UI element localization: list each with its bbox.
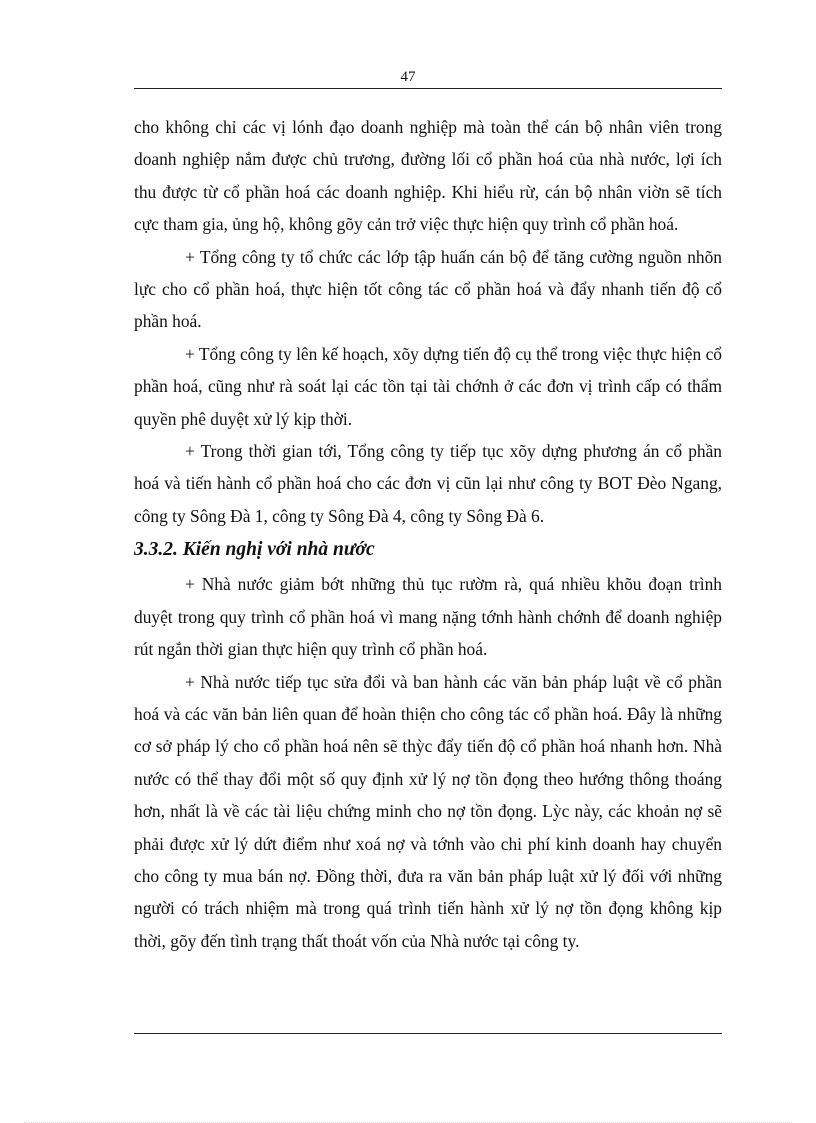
section-heading: 3.3.2. Kiến nghị với nhà nước [134,539,375,561]
page-body [134,111,722,957]
paragraph-training: + Tổng công ty tổ chức các lớp tập huấn cán bộ để tăng cường nguồn nhõn lực cho cổ phần hoá, thực hiện tốt công tác cổ phần hoá và đẩy nhanh tiến độ cổ phần hoá. [134,246,722,332]
footer-rule [134,1033,722,1034]
paragraph-planning: + Tổng công ty lên kế hoạch, xõy dựng tiến độ cụ thể trong việc thực hiện cổ phần hoá, cũng như rà soát lại các tồn tại tài chớnh ở các đơn vị trình cấp có thẩm quyền phê duyệt xử lý kịp thời. [134,343,722,429]
paragraph-reduce-procedures: + Nhà nước giảm bớt những thủ tục rườm rà, quá nhiều khõu đoạn trình duyệt trong quy trình cổ phần hoá vì mang nặng tớnh hành chớnh để doanh nghiệp rút ngắn thời gian thực hiện quy trình cổ phần hoá. [134,574,722,660]
paragraph-future-plan: + Trong thời gian tới, Tổng công ty tiếp tục xõy dựng phương án cổ phần hoá và tiến hành cổ phần hoá cho các đơn vị cũn lại như công ty BOT Đèo Ngang, công ty Sông Đà 1, công ty Sông Đà 4, công ty Sông Đà 6. [134,441,722,526]
paragraph-continuation: cho không chỉ các vị lónh đạo doanh nghiệp mà toàn thể cán bộ nhân viên trong doanh nghiệp nắm được chủ trương, đường lối cổ phần hoá của nhà nước, lợi ích thu được từ cổ phần hoá các doanh nghiệp. Khi hiểu rừ, cán bộ nhân viờn sẽ tích cực tham gia, ủng hộ, không gõy cản trở việc thực hiện quy trình cổ phần hoá. [134,117,722,235]
header-rule [134,88,722,89]
page-number: 47 [400,69,416,85]
paragraph-legal-documents: + Nhà nước tiếp tục sửa đổi và ban hành các văn bản pháp luật về cổ phần hoá và các văn bản liên quan để hoàn thiện cho công tác cổ phần hoá. Đây là những cơ sở pháp lý cho cổ phần hoá nên sẽ thỳc đẩy tiến độ cổ phần hoá nhanh hơn. Nhà nước có thể thay đổi một số quy định xử lý nợ tồn đọng theo hướng thông thoáng hơn, nhất là về các tài liệu chứng minh cho nợ tồn đọng. Lỳc này, các khoản nợ sẽ phải được xử lý dứt điểm như xoá nợ và tớnh vào chi phí kinh doanh hay chuyển cho công ty mua bán nợ. Đồng thời, đưa ra văn bản pháp luật xử lý đối với những người có trách nhiệm mà trong quá trình tiến hành xử lý nợ tồn đọng không kịp thời, gõy đến tình trạng thất thoát vốn của Nhà nước tại công ty. [134,671,722,951]
